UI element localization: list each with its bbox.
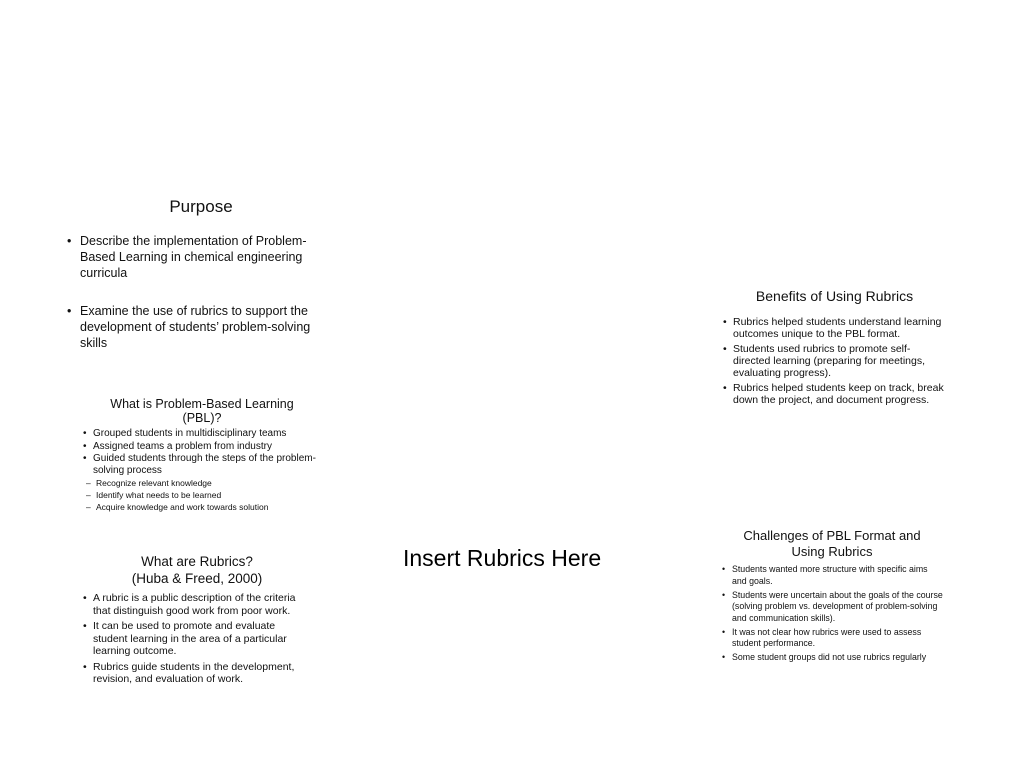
pbl-bullet: • Assigned teams a problem from industry <box>82 441 322 453</box>
challenges-title-line1: Challenges of PBL Format and <box>743 528 921 543</box>
pbl-title <box>82 397 322 425</box>
rubrics-list <box>82 592 312 686</box>
challenges-section <box>721 528 943 666</box>
challenges-list <box>721 564 943 664</box>
challenges-bullet: • It was not clear how rubrics were used to assess student performance. <box>721 627 943 650</box>
pbl-sub-bullet: – Acquire knowledge and work towards solution <box>86 502 322 514</box>
rubrics-bullet: • A rubric is a public description of the criteria that distinguish good work from poor work. <box>82 592 312 617</box>
purpose-bullet: • Examine the use of rubrics to support the development of students’ problem-solving skills <box>66 303 336 351</box>
pbl-bullet: • Guided students through the steps of the problem-solving process <box>82 453 322 477</box>
pbl-bullet: • Grouped students in multidisciplinary teams <box>82 428 322 440</box>
pbl-list <box>82 428 322 477</box>
rubrics-title <box>82 553 312 587</box>
pbl-sub-list <box>86 478 322 514</box>
purpose-title: Purpose <box>169 197 233 216</box>
benefits-bullet: • Rubrics helped students keep on track, break down the project, and document progress. <box>722 382 947 406</box>
purpose-section <box>66 197 336 351</box>
benefits-bullet: • Rubrics helped students understand learning outcomes unique to the PBL format. <box>722 316 947 340</box>
pbl-sub-bullet: – Identify what needs to be learned <box>86 490 322 502</box>
benefits-section <box>722 288 947 409</box>
rubrics-bullet: • It can be used to promote and evaluate student learning in the area of a particular learning outcome. <box>82 620 312 658</box>
rubrics-title-line1: What are Rubrics? <box>141 554 253 569</box>
benefits-bullet: • Students used rubrics to promote self-directed learning (preparing for meetings, evaluating progress). <box>722 343 947 379</box>
challenges-title-line2: Using Rubrics <box>791 544 873 559</box>
pbl-title-line1: What is Problem-Based Learning <box>110 397 294 411</box>
purpose-list <box>66 233 336 351</box>
purpose-bullet: • Describe the implementation of Problem-Based Learning in chemical engineering curricula <box>66 233 336 281</box>
rubrics-section <box>82 553 312 689</box>
benefits-list <box>722 316 947 406</box>
rubrics-bullet: • Rubrics guide students in the development, revision, and evaluation of work. <box>82 661 312 686</box>
pbl-sub-bullet: – Recognize relevant knowledge <box>86 478 322 490</box>
pbl-title-line2: (PBL)? <box>182 411 222 425</box>
challenges-title <box>721 528 943 560</box>
challenges-bullet: • Students were uncertain about the goals of the course (solving problem vs. development of problem-solving and communication skills). <box>721 590 943 625</box>
challenges-bullet: • Some student groups did not use rubrics regularly <box>721 652 943 664</box>
challenges-bullet: • Students wanted more structure with specific aims and goals. <box>721 564 943 587</box>
benefits-title: Benefits of Using Rubrics <box>755 288 914 304</box>
pbl-section <box>82 397 322 514</box>
insert-rubrics-placeholder: Insert Rubrics Here <box>403 545 602 571</box>
rubrics-title-line2: (Huba & Freed, 2000) <box>131 571 263 586</box>
